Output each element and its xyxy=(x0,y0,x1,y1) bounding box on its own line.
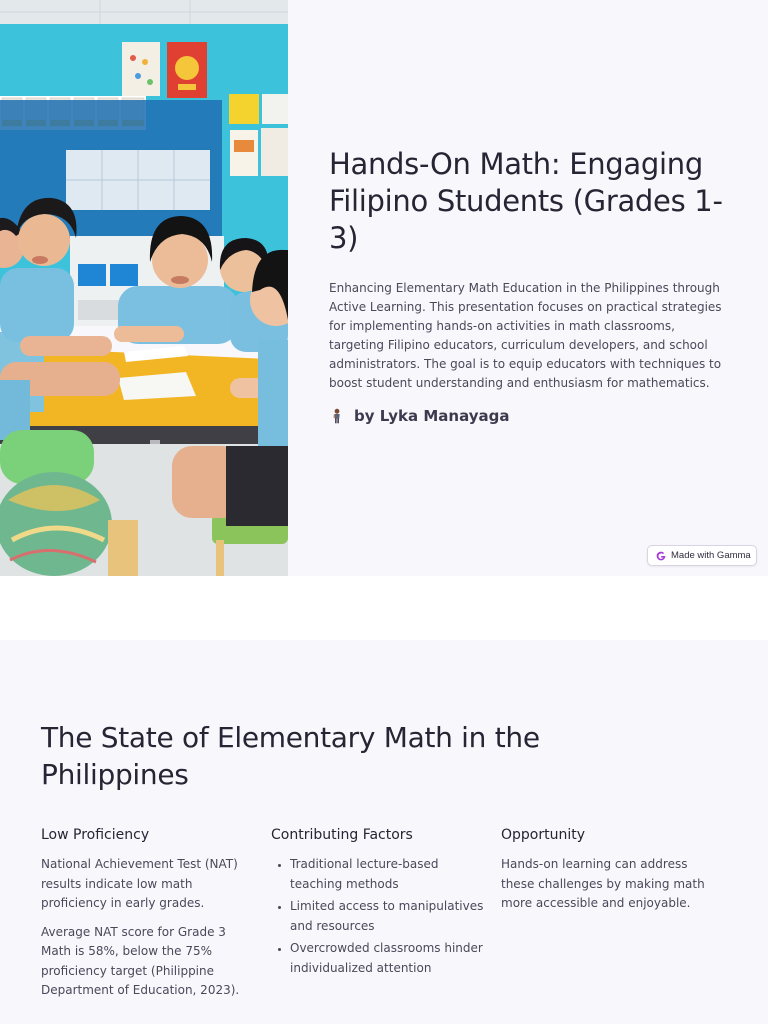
bullet-list xyxy=(271,855,490,978)
made-with-gamma-badge[interactable] xyxy=(647,545,757,566)
column-heading: Opportunity xyxy=(501,827,586,843)
list-item: • Traditional lecture-based teaching methods xyxy=(290,855,490,894)
slide-description: Enhancing Elementary Math Education in the Philippines through Active Learning. This presentation focuses on practical strategies for implementing hands-on activities in math classrooms, targeting Filipino educators, curriculum developers, and school administrators. The goal is to equip educators with techniques to boost student understanding and enthusiasm for mathematics. xyxy=(329,281,722,390)
slide-title: The State of Elementary Math in the Philippines xyxy=(41,721,540,791)
column-contributing-factors xyxy=(271,826,501,1010)
person-icon xyxy=(329,408,345,424)
gamma-logo-icon xyxy=(656,551,666,561)
hero-text xyxy=(329,146,729,425)
author-name: by Lyka Manayaga xyxy=(354,407,510,425)
slide-title: Hands-On Math: Engaging Filipino Students (Grades 1-3) xyxy=(329,147,723,255)
columns xyxy=(41,826,731,1010)
author-line xyxy=(329,407,729,425)
column-paragraph: National Achievement Test (NAT) results indicate low math proficiency in early grades. xyxy=(41,857,238,910)
slide-separator xyxy=(0,576,768,640)
column-paragraph: Hands-on learning can address these challenges by making math more accessible and enjoyable. xyxy=(501,857,705,910)
column-low-proficiency xyxy=(41,826,271,1010)
column-paragraph: Average NAT score for Grade 3 Math is 58%, below the 75% proficiency target (Philippine Department of Education, 2023). xyxy=(41,924,240,997)
list-item: • Limited access to manipulatives and resources xyxy=(290,897,490,936)
column-heading: Low Proficiency xyxy=(41,827,150,843)
column-heading: Contributing Factors xyxy=(271,827,413,843)
list-item: • Overcrowded classrooms hinder individualized attention xyxy=(290,939,490,978)
classroom-photo xyxy=(0,0,288,576)
state-of-math-slide xyxy=(0,640,768,1024)
column-opportunity xyxy=(501,826,731,1010)
badge-label: Made with Gamma xyxy=(671,550,751,561)
